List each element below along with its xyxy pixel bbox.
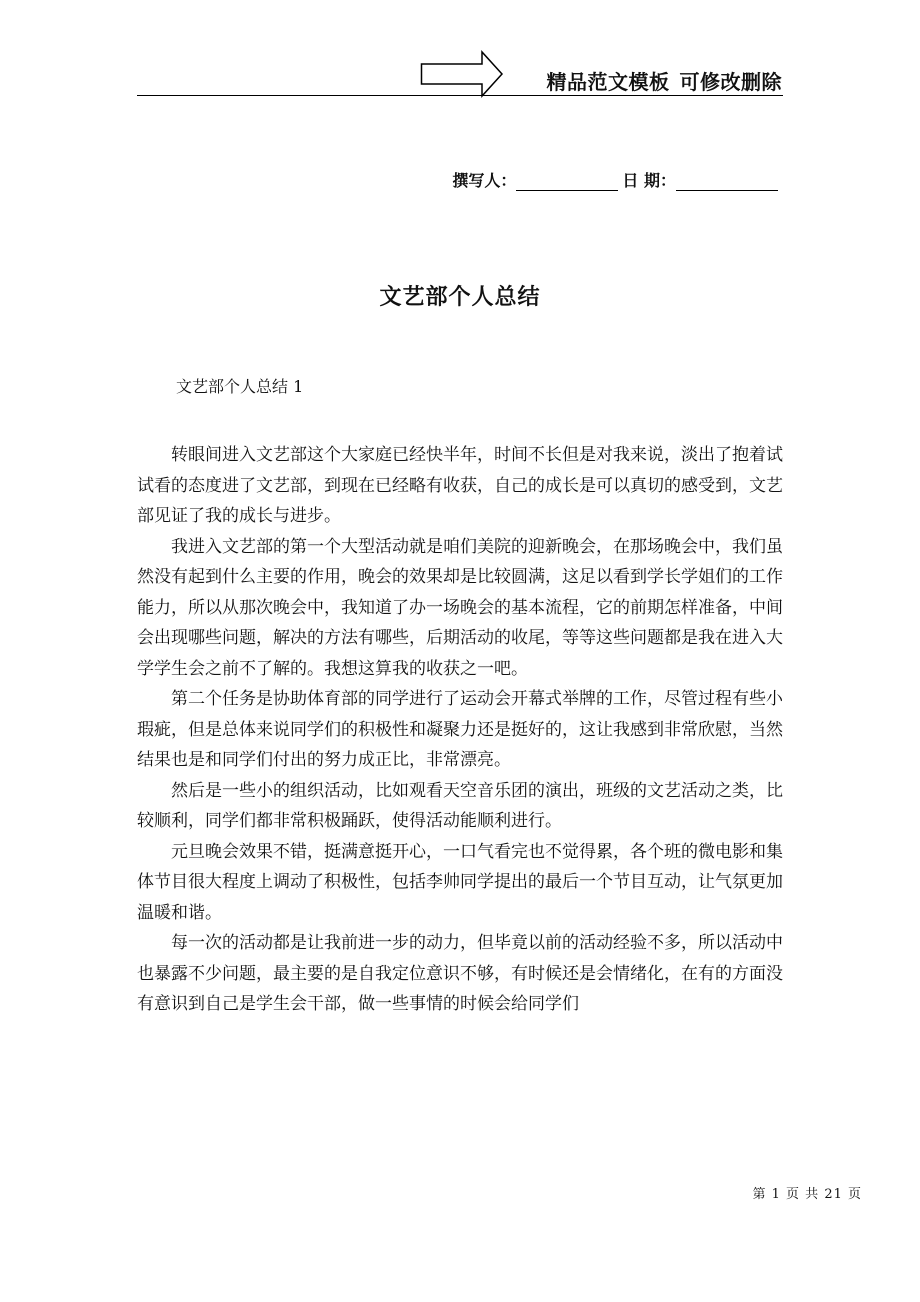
- banner-label-template: 精品范文模板: [546, 70, 670, 94]
- arrow-right-icon: [420, 50, 504, 98]
- document-body: [137, 440, 783, 1020]
- body-paragraph: 转眼间进入文艺部这个大家庭已经快半年，时间不长但是对我来说，淡出了抱着试试看的态度进了文艺部，到现在已经略有收获，自己的成长是可以真切的感受到，文艺部见证了我的成长与进步。: [137, 445, 783, 526]
- body-paragraph: 每一次的活动都是让我前进一步的动力，但毕竟以前的活动经验不多，所以活动中也暴露不少问题，最主要的是自我定位意识不够，有时候还是会情绪化，在有的方面没有意识到自己是学生会干部，做一些事情的时候会给同学们: [137, 933, 783, 1014]
- body-paragraph: 第二个任务是协助体育部的同学进行了运动会开幕式举牌的工作，尽管过程有些小瑕疵，但是总体来说同学们的积极性和凝聚力还是挺好的，这让我感到非常欣慰，当然结果也是和同学们付出的努力成正比，非常漂亮。: [137, 689, 783, 770]
- header-banner: [0, 0, 920, 100]
- header-banner-text: [547, 66, 783, 95]
- section-heading: 文艺部个人总结 1: [176, 377, 304, 396]
- body-paragraph: 元旦晚会效果不错，挺满意挺开心，一口气看完也不觉得累，各个班的微电影和集体节目很大程度上调动了积极性，包括李帅同学提出的最后一个节目互动，让气氛更加温暖和谐。: [137, 841, 783, 923]
- header-divider: [137, 95, 783, 96]
- date-label: 日 期：: [622, 171, 676, 190]
- body-paragraph: 然后是一些小的组织活动，比如观看天空音乐团的演出，班级的文艺活动之类，比较顺利，同学们都非常积极踊跃，使得活动能顺利进行。: [137, 780, 783, 831]
- banner-label-editable: 可修改删除: [679, 70, 782, 94]
- page-number: 第 1 页 共 21 页: [752, 1187, 862, 1202]
- body-paragraph: 我进入文艺部的第一个大型活动就是咱们美院的迎新晚会，在那场晚会中，我们虽然没有起到什么主要的作用，晚会的效果却是比较圆满，这足以看到学长学姐们的工作能力，所以从那次晚会中，我知道了办一场晚会的基本流程，它的前期怎样准备，中间会出现哪些问题，解决的方法有哪些，后期活动的收尾，等等这些问题都是我在进入大学学生会之前不了解的。我想这算我的收获之一吧。: [137, 536, 783, 679]
- author-blank-field: [516, 172, 618, 191]
- date-blank-field: [676, 172, 778, 191]
- author-label: 撰写人：: [452, 171, 517, 190]
- author-date-line: [452, 168, 782, 191]
- document-title: 文艺部个人总结: [379, 285, 541, 310]
